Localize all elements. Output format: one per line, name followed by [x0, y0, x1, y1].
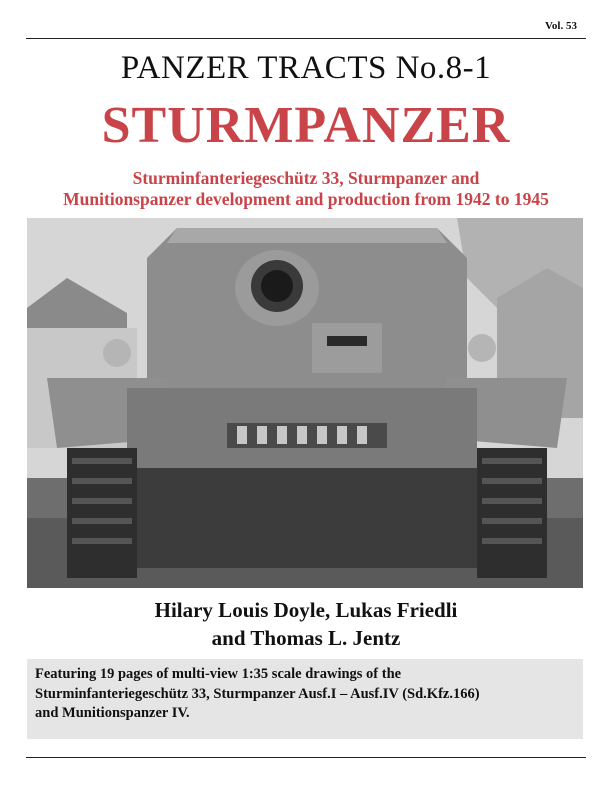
volume-number: Vol. 53: [545, 20, 577, 32]
authors-line-2: and Thomas L. Jentz: [211, 626, 401, 650]
feature-line-2: Sturminfanteriegeschütz 33, Sturmpanzer Ausf.I – Ausf.IV (Sd.Kfz.166): [35, 685, 480, 702]
feature-box: [27, 659, 583, 739]
authors: [0, 596, 612, 652]
bottom-rule: [26, 757, 586, 758]
tank-illustration: [27, 218, 583, 588]
subtitle-line-2: Munitionspanzer development and production from 1942 to 1945: [63, 189, 549, 209]
feature-line-3: and Munitionspanzer IV.: [35, 705, 190, 721]
main-title: STURMPANZER: [101, 97, 511, 154]
cover-photo-sturmpanzer: [27, 218, 583, 588]
subtitle: [20, 168, 592, 210]
authors-line-1: Hilary Louis Doyle, Lukas Friedli: [154, 598, 458, 622]
series-title: PANZER TRACTS No.8-1: [120, 50, 492, 86]
feature-line-1: Featuring 19 pages of multi-view 1:35 scale drawings of the: [35, 666, 402, 682]
subtitle-line-1: Sturminfanteriegeschütz 33, Sturmpanzer and: [132, 168, 480, 188]
top-rule: [26, 38, 586, 39]
